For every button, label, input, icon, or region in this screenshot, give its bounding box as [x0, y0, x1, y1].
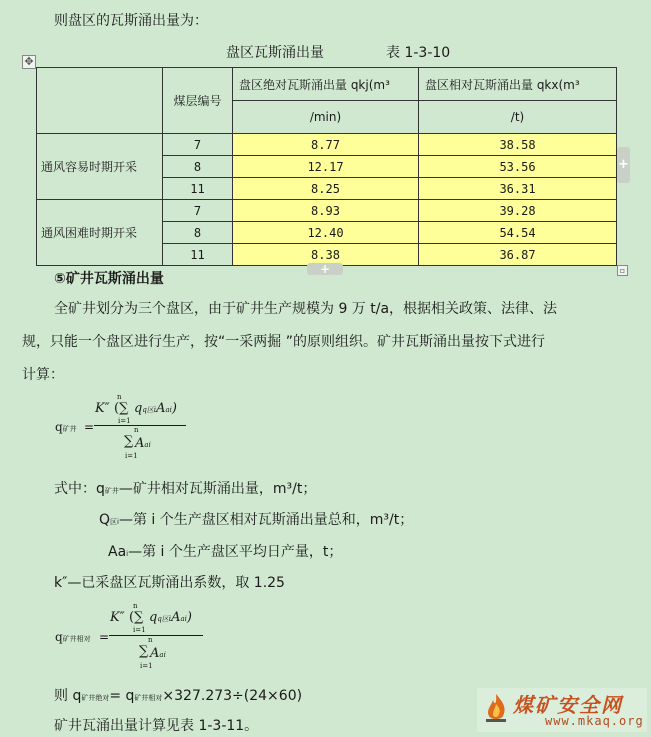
table-title: 盘区瓦斯涌出量	[226, 45, 324, 61]
formula2-sum-icon: (∑	[129, 610, 144, 625]
add-column-plus-icon[interactable]: +	[617, 147, 630, 183]
result-line: 则 q矿井绝对= q矿井相对×327.273÷(24×60)	[54, 688, 303, 704]
group-label: 通风困难时期开采	[37, 200, 163, 266]
table-row	[37, 200, 617, 222]
formula-sum-icon: (∑	[114, 401, 129, 416]
table-resize-handle-icon[interactable]: ▫	[617, 265, 628, 276]
formula2-den-sum-bot: i=1	[140, 662, 153, 670]
add-row-plus-icon[interactable]: +	[307, 263, 343, 275]
where-line-A: Aai—第 i 个生产盘区平均日产量，t；	[108, 544, 343, 560]
formula2-eq: =	[99, 630, 110, 644]
paragraph-line: 计算：	[22, 367, 64, 383]
formula-sum-bot: i=1	[118, 417, 131, 425]
fraction-line-2	[109, 635, 203, 636]
site-watermark	[477, 688, 647, 732]
seam-cell: 7	[163, 134, 233, 156]
table-number: 表 1-3-10	[386, 45, 451, 61]
formula-den-sum-icon: ∑	[124, 434, 134, 449]
abs-cell: 8.93	[233, 200, 419, 222]
abs-cell: 8.38	[233, 244, 419, 266]
paragraph-line: 全矿井划分为三个盘区，由于矿井生产规模为 9 万 t/a，根据相关政策、法律、法	[54, 301, 558, 317]
abs-cell: 8.77	[233, 134, 419, 156]
section-heading: ⑤矿井瓦斯涌出量	[54, 271, 164, 287]
formula2-k: K″	[110, 610, 125, 625]
rel-cell: 36.87	[419, 244, 617, 266]
formula2-den-a: Aai	[150, 646, 166, 661]
last-line: 矿井瓦涌出量计算见表 1-3-11。	[54, 718, 259, 734]
where-line-k: k″—已采盘区瓦斯涌出系数，取 1.25	[54, 575, 285, 591]
abs-cell: 12.17	[233, 156, 419, 178]
formula-den-sum-top: n	[134, 426, 139, 434]
header-seam: 煤层编号	[163, 68, 233, 134]
formula2-sum-bot: i=1	[133, 626, 146, 634]
header-rel-line1: 盘区相对瓦斯涌出量 qkx(m³	[419, 68, 617, 101]
formula2-den-sum-icon: ∑	[139, 644, 149, 659]
rel-cell: 36.31	[419, 178, 617, 200]
seam-cell: 8	[163, 222, 233, 244]
abs-cell: 12.40	[233, 222, 419, 244]
paragraph-line: 规，只能一个盘区进行生产，按“一采两掘 ”的原则组织。矿井瓦斯涌出量按下式进行	[22, 334, 545, 350]
abs-cell: 8.25	[233, 178, 419, 200]
formula2-den-sum-top: n	[148, 636, 153, 644]
formula-k: K″	[95, 401, 110, 416]
watermark-url: www.mkaq.org	[545, 714, 644, 728]
watermark-title: 煤矿安全网	[513, 693, 623, 717]
seam-cell: 11	[163, 244, 233, 266]
rel-cell: 54.54	[419, 222, 617, 244]
rel-cell: 53.56	[419, 156, 617, 178]
formula-eq: =	[84, 420, 95, 434]
where-line-Q: Q区i—第 i 个生产盘区相对瓦斯涌出量总和，m³/t；	[99, 512, 414, 528]
flame-logo-icon	[481, 692, 511, 724]
formula-sum-top: n	[117, 393, 122, 401]
formula2-q: qq区iAai)	[149, 610, 192, 625]
header-abs-line2: /min)	[233, 101, 419, 134]
seam-cell: 8	[163, 156, 233, 178]
formula2-lhs: q矿井相对	[55, 630, 91, 644]
group-label: 通风容易时期开采	[37, 134, 163, 200]
fraction-line	[94, 425, 186, 426]
header-abs-line1: 盘区绝对瓦斯涌出量 qkj(m³	[233, 68, 419, 101]
formula-q: qq区iAai)	[134, 401, 177, 416]
table-move-handle-icon[interactable]: ✥	[22, 55, 36, 69]
header-rel-line2: /t)	[419, 101, 617, 134]
where-line-q: 式中：q矿井—矿井相对瓦斯涌出量，m³/t；	[54, 481, 317, 497]
formula-den-sum-bot: i=1	[125, 452, 138, 460]
seam-cell: 11	[163, 178, 233, 200]
formula-lhs: q矿井	[55, 420, 77, 434]
table-header-row	[37, 68, 617, 101]
gas-emission-table	[36, 67, 617, 266]
header-empty-cell	[37, 68, 163, 134]
table-row	[37, 134, 617, 156]
formula2-sum-top: n	[133, 602, 138, 610]
rel-cell: 38.58	[419, 134, 617, 156]
intro-text: 则盘区的瓦斯涌出量为：	[54, 13, 208, 29]
rel-cell: 39.28	[419, 200, 617, 222]
seam-cell: 7	[163, 200, 233, 222]
formula-den-a: Aai	[135, 436, 151, 451]
